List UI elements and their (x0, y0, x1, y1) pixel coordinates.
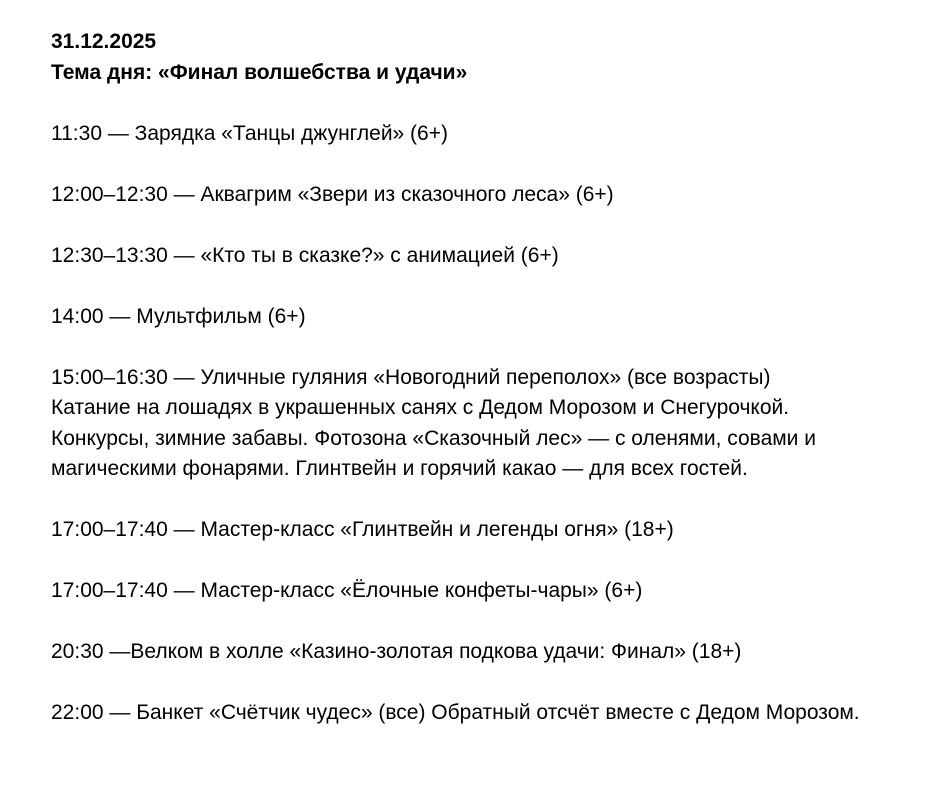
schedule-item: 12:00–12:30 — Аквагрим «Звери из сказочного леса» (6+) (51, 182, 614, 206)
schedule-date: 31.12.2025 (51, 30, 157, 53)
spacer (51, 271, 871, 302)
schedule-item-with-description: 15:00–16:30 — Уличные гуляния «Новогодний переполох» (все возрасты) Катание на лошадях в украшенных санях с Дедом Морозом и Снегурочкой. Конкурсы, зимние забавы. Фотозона «Сказочный лес» — с оленями, совами и магическими фонарями. Глинтвейн и горячий какао — для всех гостей. (51, 365, 816, 480)
schedule-item: 14:00 — Мультфильм (6+) (51, 304, 306, 328)
schedule-item: 17:00–17:40 — Мастер-класс «Ёлочные конфеты-чары» (6+) (51, 579, 643, 602)
spacer (51, 332, 871, 363)
spacer (51, 149, 871, 180)
schedule-item: 12:30–13:30 — «Кто ты в сказке?» с анимацией (6+) (51, 243, 559, 267)
spacer (51, 210, 871, 241)
schedule-item: 11:30 — Зарядка «Танцы джунглей» (6+) (51, 121, 448, 145)
schedule-document (51, 27, 871, 729)
spacer (51, 668, 871, 699)
spacer (51, 607, 871, 638)
day-theme: Тема дня: «Финал волшебства и удачи» (51, 60, 468, 84)
spacer (51, 546, 871, 577)
schedule-item: 17:00–17:40 — Мастер-класс «Глинтвейн и легенды огня» (18+) (51, 518, 674, 541)
schedule-item: 20:30 —Велком в холле «Казино-золотая подкова удачи: Финал» (18+) (51, 640, 742, 663)
spacer (51, 485, 871, 516)
schedule-item: 22:00 — Банкет «Счётчик чудес» (все) Обратный отсчёт вместе с Дедом Морозом. (51, 701, 860, 724)
spacer (51, 88, 871, 119)
